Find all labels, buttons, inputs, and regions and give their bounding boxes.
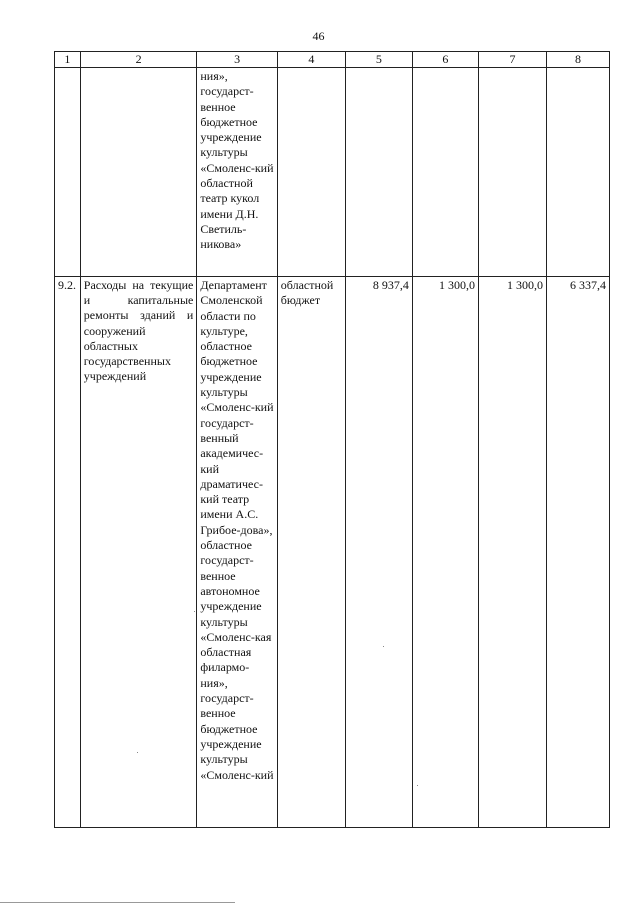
scan-speck [137,752,138,753]
cont-cell-5 [345,68,412,277]
budget-table [54,51,610,828]
row-total: 8 937,4 [345,277,412,828]
header-col-8: 8 [547,52,610,68]
cont-cell-8 [547,68,610,277]
header-col-3: 3 [197,52,277,68]
row-executor: Департамент Смоленской области по культуре, областное бюджетное учреждение культуры «Смоленс-кий государст-венный академичес-кий драматичес-кий театр имени А.С. Грибое-дова», областное государст-венное автономное учреждение культуры «Смоленс-кая областная филармо-ния», государст-венное бюджетное учреждение культуры «Смоленс-кий [197,277,277,828]
header-col-4: 4 [277,52,345,68]
table-row [55,277,610,828]
header-col-7: 7 [478,52,546,68]
row-number: 9.2. [55,277,81,828]
header-col-6: 6 [412,52,478,68]
row-source: областной бюджет [277,277,345,828]
cont-cell-6 [412,68,478,277]
header-row [55,52,610,68]
cont-cell-1 [55,68,81,277]
scan-speck [194,611,195,612]
cont-executor: ния», государст-венное бюджетное учреждение культуры «Смоленс-кий областной театр кукол имени Д.Н. Светиль-никова» [197,68,277,277]
cont-cell-2 [80,68,197,277]
header-col-1: 1 [55,52,81,68]
cont-cell-4 [277,68,345,277]
row-year-1: 1 300,0 [412,277,478,828]
footer-rule [0,902,235,903]
cont-cell-7 [478,68,546,277]
row-year-2: 1 300,0 [478,277,546,828]
scan-speck [383,646,384,647]
scan-speck [417,785,418,786]
header-col-5: 5 [345,52,412,68]
header-col-2: 2 [80,52,197,68]
page-number: 46 [312,29,325,43]
row-year-3: 6 337,4 [547,277,610,828]
continuation-row [55,68,610,277]
row-name: Расходы на текущие и капитальные ремонты зданий и сооружений областных государственных учреждений [80,277,197,828]
